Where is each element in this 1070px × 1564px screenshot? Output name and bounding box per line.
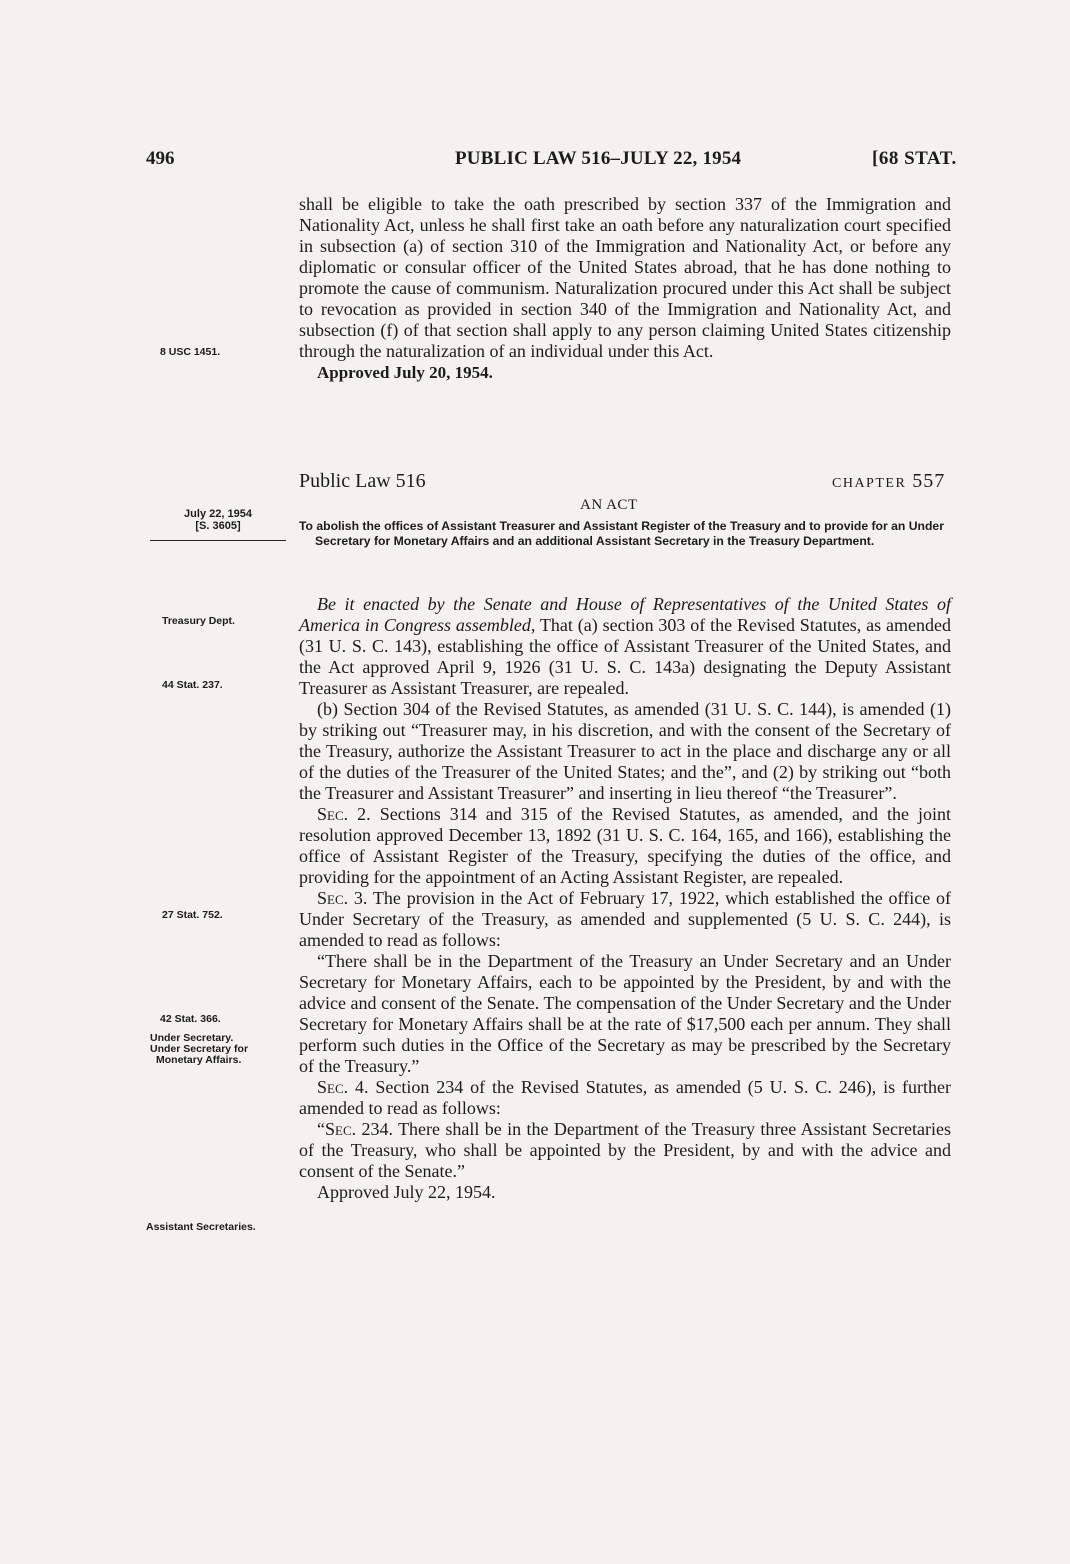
an-act-heading: AN ACT bbox=[580, 497, 638, 513]
margin-note-treasury-dept: Treasury Dept. bbox=[162, 615, 235, 627]
chapter-number: 557 bbox=[912, 470, 946, 492]
chapter-heading bbox=[832, 470, 945, 493]
section-4-quote bbox=[299, 1119, 951, 1182]
section-2-text: Sections 314 and 315 of the Revised Statutes, as amended, and the joint resolution approved December 13, 1892 (31 U. S. C. 164, 165, and 166), establishing the office of Assistant Register of the Treasury, specifying the duties of the office, and providing for the appointment of an Acting Assistant Register, are repealed. bbox=[299, 804, 952, 887]
margin-note-42-stat-366: 42 Stat. 366. bbox=[160, 1013, 221, 1025]
section-4 bbox=[299, 1077, 951, 1119]
section-1-a bbox=[299, 594, 951, 699]
act-body bbox=[299, 594, 951, 1203]
section-3 bbox=[299, 888, 951, 951]
section-3-label: Sec. 3. bbox=[317, 888, 368, 908]
section-1-a-text: That (a) section 303 of the Revised Statutes, as amended (31 U. S. C. 143), establishing the office of Assistant Treasurer of the United States, and the Act approved April 9, 1926 (31 U. S. C. 143a) designating the Deputy Assistant Treasurer as Assistant Treasurer, are repealed. bbox=[299, 615, 951, 698]
section-4-quote-text: There shall be in the Department of the Treasury three Assistant Secretaries of the Treasury, who shall be appointed by the President, by and with the advice and consent of the Senate.” bbox=[299, 1119, 952, 1181]
preceding-law-text bbox=[299, 194, 951, 383]
preceding-approved-date: Approved July 20, 1954. bbox=[317, 363, 493, 382]
section-4-label: Sec. 4. bbox=[317, 1077, 369, 1097]
margin-note-27-stat-752: 27 Stat. 752. bbox=[162, 909, 223, 921]
margin-note-assistant-secretaries: Assistant Secretaries. bbox=[146, 1221, 256, 1233]
section-3-text: The provision in the Act of February 17, 1922, which established the office of Under Secretary of the Treasury, as amended and supplemented (5 U. S. C. 244), is amended to read as follows: bbox=[299, 888, 951, 950]
margin-note-under-secretary-monetary: Under Secretary for Monetary Affairs. bbox=[150, 1043, 249, 1066]
section-4-quote-open: “ bbox=[317, 1119, 325, 1139]
enacting-clause: Be it enacted by the Senate and House of Representatives of the United States of America in Congress assembled, bbox=[299, 594, 951, 635]
margin-note-date: July 22, 1954 bbox=[184, 508, 252, 520]
running-header-title: PUBLIC LAW 516–JULY 22, 1954 bbox=[455, 148, 742, 169]
section-1-b: (b) Section 304 of the Revised Statutes, as amended (31 U. S. C. 144), is amended (1) by striking out “Treasurer may, in his discretion, and with the consent of the Secretary of the Treasury, authorize the Assistant Treasurer to act in the place and discharge any or all of the duties of the Treasurer of the United States; and the”, and (2) by striking out “both the Treasurer and Assistant Treasurer” and inserting in lieu thereof “the Treasurer”. bbox=[299, 699, 951, 803]
margin-note-8-usc-1451: 8 USC 1451. bbox=[160, 346, 221, 358]
margin-note-under-secretary-block bbox=[148, 1033, 288, 1066]
margin-note-under-secretary: Under Secretary. bbox=[150, 1032, 234, 1044]
section-2 bbox=[299, 804, 951, 888]
margin-note-44-stat-237: 44 Stat. 237. bbox=[162, 679, 223, 691]
section-3-quote: “There shall be in the Department of the Treasury an Under Secretary and an Under Secretary for Monetary Affairs, each to be appointed by the President, by and with the advice and consent of the Senate. The compensation of the Under Secretary and the Under Secretary for Monetary Affairs shall be at the rate of $17,500 each per annum. They shall perform such duties in the Office of the Secretary as may be prescribed by the Secretary of the Treasury.” bbox=[299, 951, 951, 1076]
section-234-label: Sec. 234. bbox=[325, 1119, 393, 1139]
preceding-paragraph: shall be eligible to take the oath prescribed by section 337 of the Immigration and Nationality Act, unless he shall first take an oath before any naturalization court specified in subsection (a) of section 310 of the Immigration and Nationality Act, or before any diplomatic or consular officer of the United States abroad, that he has done nothing to promote the cause of communism. Naturalization procured under this Act shall be subject to revocation as provided in section 340 of the Immigration and Nationality Act, and subsection (f) of that section shall apply to any person claiming United States citizenship through the naturalization of an individual under this Act. bbox=[299, 194, 951, 361]
margin-note-bill-number: [S. 3605] bbox=[195, 520, 241, 532]
stat-volume-ref: [68 STAT. bbox=[872, 148, 957, 169]
margin-note-date-block bbox=[150, 508, 286, 532]
approved-date: Approved July 22, 1954. bbox=[317, 1182, 496, 1202]
section-4-text: Section 234 of the Revised Statutes, as amended (5 U. S. C. 246), is further amended to read as follows: bbox=[299, 1077, 951, 1118]
page-number: 496 bbox=[146, 148, 175, 169]
chapter-label: CHAPTER bbox=[832, 476, 907, 491]
margin-divider-rule bbox=[150, 540, 286, 541]
act-purpose bbox=[299, 519, 951, 549]
section-2-label: Sec. 2. bbox=[317, 804, 371, 824]
act-purpose-text: To abolish the offices of Assistant Treasurer and Assistant Register of the Treasury and to provide for an Under Secretary for Monetary Affairs and an additional Assistant Secretary in the Treasury Department. bbox=[299, 519, 944, 548]
public-law-title: Public Law 516 bbox=[299, 470, 426, 492]
